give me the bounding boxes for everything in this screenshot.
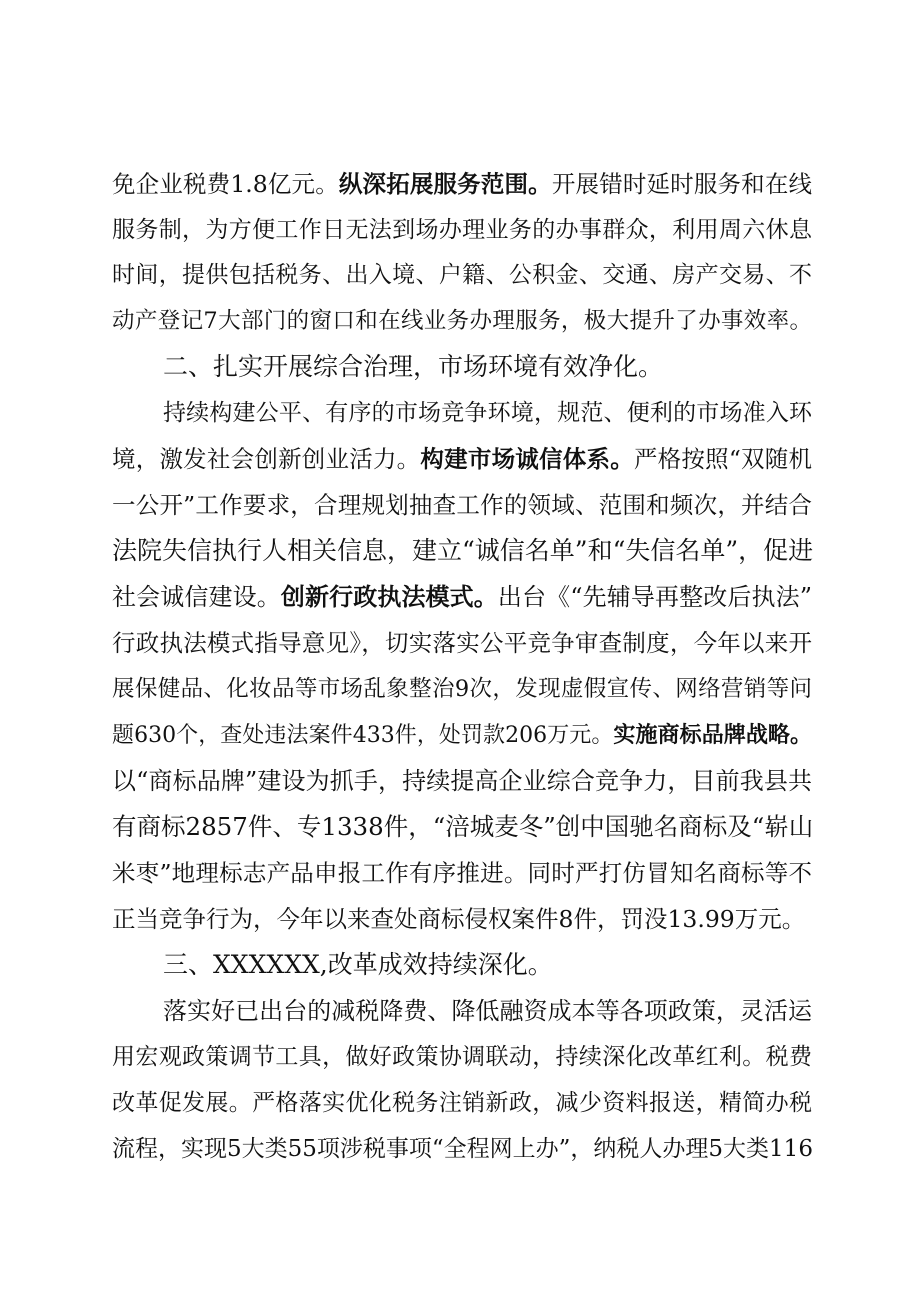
text-line-4: 动产登记7大部门的窗口和在线业务办理服务，极大提升了办事效率。 [112, 308, 812, 334]
section-heading-3: 三、XXXXXX,改革成效持续深化。 [163, 950, 553, 979]
text-line-14: 以“商标品牌”建设为抓手，持续提高企业综合竞争力，目前我县共 [112, 767, 812, 795]
text-line-2: 服务制，为方便工作日无法到场办理业务的办事群众，利用周六休息 [112, 217, 812, 243]
text-line-9: 法院失信执行人相关信息，建立“诚信名单”和“失信名单”，促进 [112, 536, 814, 565]
text-line-16: 米枣”地理标志产品申报工作有序推进。同时严打仿冒知名商标等不 [112, 859, 812, 887]
text-line-21: 改革促发展。严格落实优化税务注销新政，减少资料报送，精简办税 [112, 1090, 812, 1116]
text-line-7: 境，激发社会创新创业活力。构建市场诚信体系。严格按照“双随机 [112, 445, 813, 473]
text-line-10: 社会诚信建设。创新行政执法模式。出台《“先辅导再整改后执法” [112, 582, 813, 611]
text-line-11: 行政执法模式指导意见》，切实落实公平竞争审查制度，今年以来开 [112, 629, 812, 657]
text-line-3: 时间，提供包括税务、出入境、户籍、公积金、交通、房产交易、不 [112, 262, 812, 288]
text-line-20: 用宏观政策调节工具，做好政策协调联动，持续深化改革红利。税费 [112, 1044, 812, 1070]
text-line-19: 落实好已出台的减税降费、降低融资成本等各项政策，灵活运 [163, 997, 812, 1025]
text-line-15: 有商标2857件、专1338件，“涪城麦冬”创中国驰名商标及“崭山 [112, 812, 814, 841]
text-line-12: 展保健品、化妆品等市场乱象整治9次，发现虚假宣传、网络营销等问 [112, 676, 812, 702]
text-line-6: 持续构建公平、有序的市场竞争环境，规范、便利的市场准入环 [163, 400, 812, 426]
section-heading-2: 二、扎实开展综合治理，市场环境有效净化。 [163, 352, 664, 381]
text-line-17: 正当竞争行为，今年以来查处商标侵权案件8件，罚没13.99万元。 [112, 905, 806, 933]
text-line-1: 免企业税费1.8亿元。纵深拓展服务范围。开展错时延时服务和在线 [112, 170, 813, 198]
text-line-8: 一公开”工作要求，合理规划抽查工作的领域、范围和频次，并结合 [112, 491, 812, 519]
text-line-22: 流程，实现5大类55项涉税事项“全程网上办”，纳税人办理5大类116 [112, 1136, 813, 1162]
text-line-13: 题630个，查处违法案件433件，处罚款206万元。实施商标品牌战略。 [112, 722, 812, 748]
